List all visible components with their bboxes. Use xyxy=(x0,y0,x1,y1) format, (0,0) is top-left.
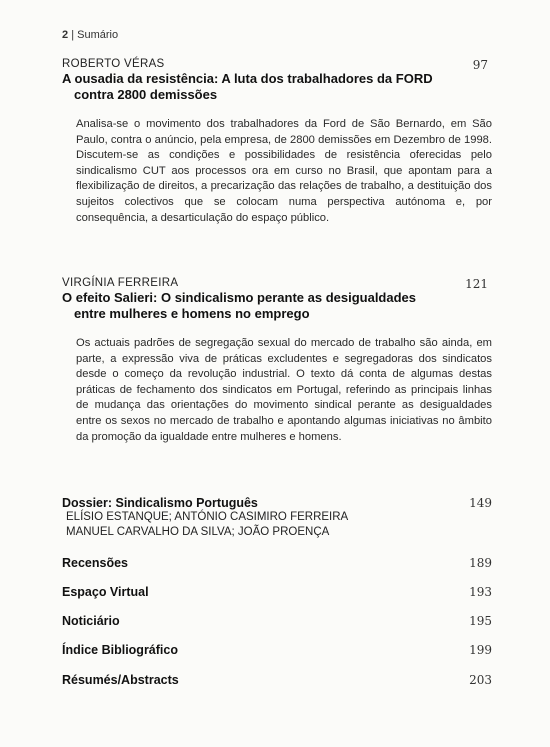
article-entry xyxy=(62,277,492,445)
section-label: Noticiário xyxy=(62,614,120,628)
article-abstract: Os actuais padrões de segregação sexual do mercado de trabalho são ainda, em parte, a expressão viva de práticas excludentes e segregadoras dos sindicatos desde o começo da revolução industrial. O texto dá conta de algumas destas práticas de fechamento dos sindicatos em Portugal, referindo as principais linhas de mudança das orientações do movimento sindical perante as desigualdades entre os sexos no mercado de trabalho e apontando algumas iniciativas no âmbito da promoção da igualdade entre mulheres e homens. xyxy=(76,337,492,443)
article-title-line: O efeito Salieri: O sindicalismo perante as desigualdades xyxy=(62,290,417,305)
section-page-number: 203 xyxy=(469,673,492,687)
article-entry xyxy=(62,58,492,226)
article-title-line: entre mulheres e homens no emprego xyxy=(74,306,310,321)
section-entry-indice-bibliografico xyxy=(62,643,492,657)
section-label: Espaço Virtual xyxy=(62,585,149,599)
article-page-number: 121 xyxy=(465,277,488,291)
dossier-entry xyxy=(62,496,492,540)
article-author: ROBERTO VÉRAS xyxy=(62,58,165,70)
article-title xyxy=(62,290,492,322)
section-label: Índice Bibliográfico xyxy=(62,643,178,657)
dossier-page-number: 149 xyxy=(469,496,492,510)
section-entry-noticiario xyxy=(62,614,492,628)
header-separator: | xyxy=(71,29,75,41)
article-abstract: Analisa-se o movimento dos trabalhadores da Ford de São Bernardo, em São Paulo, contra o anúncio, pela empresa, de 2800 demissões em Dezembro de 1998. Discutem-se as condições e possibilidades de resistência oferecidas pelo sindicalismo CUT aos processos ora em curso no Brasil, que apontam para a flexibilização de direitos, a precarização das relações de trabalho, a destituição dos sujeitos colectivos que se colocam numa perspectiva autónoma e, por consequência, a desarticulação do espaço público. xyxy=(76,118,492,224)
section-label: Résumés/Abstracts xyxy=(62,673,179,687)
section-page-number: 189 xyxy=(469,556,492,570)
header-page-number: 2 xyxy=(62,29,69,41)
section-entry-espaco-virtual xyxy=(62,585,492,599)
article-page-number: 97 xyxy=(472,58,488,72)
dossier-label: Dossier: Sindicalismo Português xyxy=(62,496,258,510)
article-author: VIRGÍNIA FERREIRA xyxy=(62,277,179,289)
running-header xyxy=(62,29,118,41)
section-entry-resumes-abstracts xyxy=(62,673,492,687)
article-title-line: A ousadia da resistência: A luta dos trabalhadores da FORD xyxy=(62,71,433,86)
article-title-line: contra 2800 demissões xyxy=(74,87,218,102)
section-label: Recensões xyxy=(62,556,129,570)
section-entry-recensoes xyxy=(62,556,492,570)
section-page-number: 193 xyxy=(469,585,492,599)
dossier-authors-line: ELÍSIO ESTANQUE; ANTÓNIO CASIMIRO FERREIRA xyxy=(66,511,349,523)
dossier-authors-line: MANUEL CARVALHO DA SILVA; JOÃO PROENÇA xyxy=(66,526,330,538)
section-page-number: 199 xyxy=(469,643,492,657)
section-page-number: 195 xyxy=(469,614,492,628)
article-title xyxy=(62,71,492,103)
header-section: Sumário xyxy=(77,29,119,41)
